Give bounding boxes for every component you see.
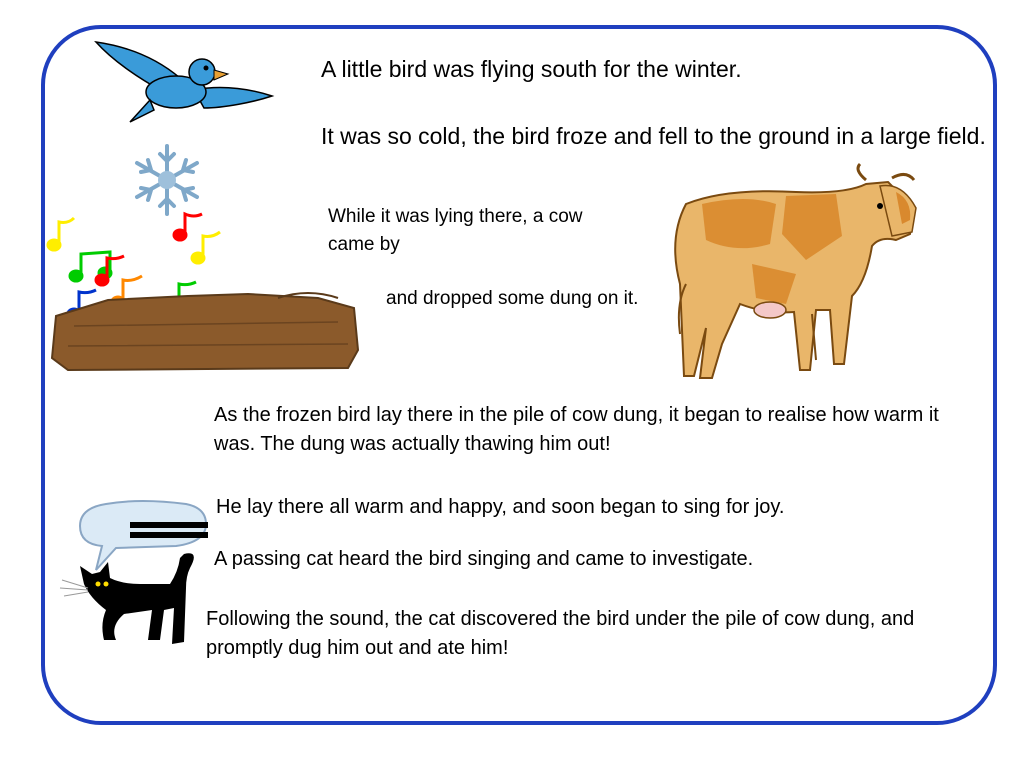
story-line-cow-came: While it was lying there, a cow came by (328, 206, 583, 255)
story-line-cow-dropped: and dropped some dung on it. (386, 288, 639, 309)
bluebird-icon (94, 38, 274, 128)
dung-pile-icon (48, 286, 360, 372)
story-line-sing: He lay there all warm and happy, and soon began to sing for joy. (216, 496, 785, 518)
story-line-bird-flying: A little bird was flying south for the winter. (321, 56, 742, 82)
snowflake-icon (128, 144, 206, 216)
cow-icon (666, 164, 924, 384)
story-line-cat-heard: A passing cat heard the bird singing and came to investigate. (214, 548, 754, 570)
story-line-bird-froze: It was so cold, the bird froze and fell to the ground in a large field. (321, 123, 986, 149)
black-cat-icon (60, 548, 206, 648)
story-line-cat-ate: Following the sound, the cat discovered the bird under the pile of cow dung, and promptly dug him out and ate him! (206, 608, 915, 659)
story-line-thawing: As the frozen bird lay there in the pile of cow dung, it began to realise how warm it was. The dung was actually thawing him out! (214, 404, 939, 455)
